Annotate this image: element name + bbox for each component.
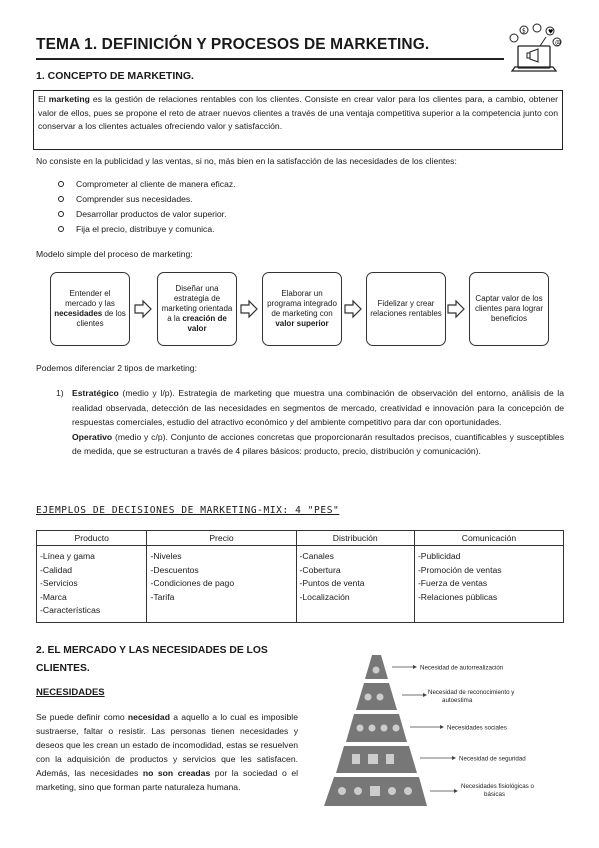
- svg-text:Necesidades fisiológicas o: Necesidades fisiológicas o básicas: [461, 783, 534, 798]
- arrow-right-icon: [133, 299, 153, 319]
- svg-text:Necesidades sociales: Necesidades sociales: [447, 724, 507, 732]
- page-title: TEMA 1. DEFINICIÓN Y PROCESOS DE MARKETING.: [36, 36, 430, 53]
- table-header: Distribución: [296, 531, 414, 546]
- definition-box: [33, 90, 563, 150]
- flow-step-1: Entender el mercado y las necesidades de los clientes: [50, 272, 130, 346]
- marketing-mix-table: [36, 530, 564, 623]
- objectives-list: [58, 176, 236, 236]
- list-item: Desarrollar productos de valor superior.: [58, 206, 236, 221]
- arrow-right-icon: [239, 299, 259, 319]
- table-cell-distribucion: -Canales -Cobertura -Puntos de venta -Localización: [296, 546, 414, 623]
- svg-text:$: $: [522, 27, 526, 35]
- table-cell-producto: -Línea y gama -Calidad -Servicios -Marca -Características: [37, 546, 147, 623]
- svg-text:Necesidad de autorrealización: Necesidad de autorrealización: [420, 664, 504, 672]
- table-header: Precio: [147, 531, 296, 546]
- flow-step-5: Captar valor de los clientes para lograr beneficios: [469, 272, 549, 346]
- list-item: Fija el precio, distribuye y comunica.: [58, 221, 236, 236]
- table-row: [37, 546, 564, 623]
- section-heading-concepto: 1. CONCEPTO DE MARKETING.: [36, 70, 194, 82]
- pyramid-level-2: [356, 683, 516, 710]
- list-item: Comprender sus necesidades.: [58, 191, 236, 206]
- list-item: Operativo (medio y c/p). Conjunto de acciones concretas que proporcionarán resultados precisos, cuantificables y susceptibles de medida, que se estructuran a través de 4 pilares básicos: producto, precio, distribución y comunicación).: [72, 431, 564, 456]
- section-heading-mercado: 2. EL MERCADO Y LAS NECESIDADES DE LOS CLIENTES.: [36, 645, 268, 674]
- bullet-circle-icon: [58, 196, 64, 202]
- svg-text:Necesidad de reconocimiento y: Necesidad de reconocimiento y autoestima: [428, 689, 515, 704]
- pyramid-level-4: [336, 746, 526, 773]
- types-intro: Podemos diferenciar 2 tipos de marketing:: [36, 363, 197, 373]
- pyramid-level-5: [324, 777, 536, 806]
- pyramid-level-3: [346, 714, 507, 742]
- marketing-mix-title: EJEMPLOS DE DECISIONES DE MARKETING-MIX: 4 "PES": [36, 505, 340, 516]
- laptop-marketing-icon: [504, 22, 564, 78]
- flow-step-2: Diseñar una estrategia de marketing orientada a la creación de valor: [157, 272, 237, 346]
- maslow-pyramid: [310, 652, 570, 812]
- bullet-circle-icon: [58, 181, 64, 187]
- bullet-circle-icon: [58, 226, 64, 232]
- definition-keyword: marketing: [48, 94, 90, 104]
- list-item: Comprometer al cliente de manera eficaz.: [58, 176, 236, 191]
- table-header: Comunicación: [414, 531, 563, 546]
- definition-text: es la gestión de relaciones rentables con los clientes. Consiste en crear valor para los clientes para, a cambio, obtener valor de ellos, pues se propone el reto de atraer nuevos clientes a través de una ventaja competitiva superior a la competencia junto con conservar a los clientes actuales ofreciendo valor y satisfacción.: [38, 94, 558, 131]
- definition-prefix: El: [38, 94, 49, 104]
- list-item: 1) Estratégico (medio y l/p). Estrategia de marketing que muestra una combinación de observación del entorno, análisis de la realidad observada, detección de las necesidades en segmentos de mercado, creatividad e innovación para la concepción de respuestas comerciales, estudio del atractivo económico y del ambiente competitivo para dar con oportunidades.: [56, 388, 564, 427]
- model-label: Modelo simple del proceso de marketing:: [36, 249, 193, 259]
- bullet-circle-icon: [58, 211, 64, 217]
- flow-step-4: Fidelizar y crear relaciones rentables: [366, 272, 446, 346]
- svg-text:Necesidad de seguridad: Necesidad de seguridad: [459, 755, 526, 763]
- svg-text:@: @: [555, 39, 561, 47]
- table-header-row: [37, 531, 564, 546]
- svg-text:♥: ♥: [548, 28, 554, 36]
- title-underline: [36, 58, 504, 60]
- pyramid-level-1: [365, 655, 504, 679]
- table-cell-comunicacion: -Publicidad -Promoción de ventas -Fuerza de ventas -Relaciones públicas: [414, 546, 563, 623]
- needs-paragraph: Se puede definir como necesidad a aquello a lo cual es imposible sustraerse, faltar o resistir. Las personas tienen necesidades y deseos que les crean un estado de incomodidad, estas se resuelven con la adquisición de productos y servicios que les satisfacen. Además, las necesidades no son creadas por la sociedad o el marketing, sino que forman parte naturaleza humana.: [36, 712, 299, 792]
- arrow-right-icon: [446, 299, 466, 319]
- arrow-right-icon: [343, 299, 363, 319]
- table-cell-precio: -Niveles -Descuentos -Condiciones de pago -Tarifa: [147, 546, 296, 623]
- not-consists-paragraph: No consiste en la publicidad y las ventas, si no, más bien en la satisfacción de las necesidades de los clientes:: [36, 156, 457, 166]
- table-header: Producto: [37, 531, 147, 546]
- marketing-types-list: [56, 386, 564, 459]
- subheading-necesidades: NECESIDADES: [36, 687, 105, 698]
- flow-step-3: Elaborar un programa integrado de marketing con valor superior: [262, 272, 342, 346]
